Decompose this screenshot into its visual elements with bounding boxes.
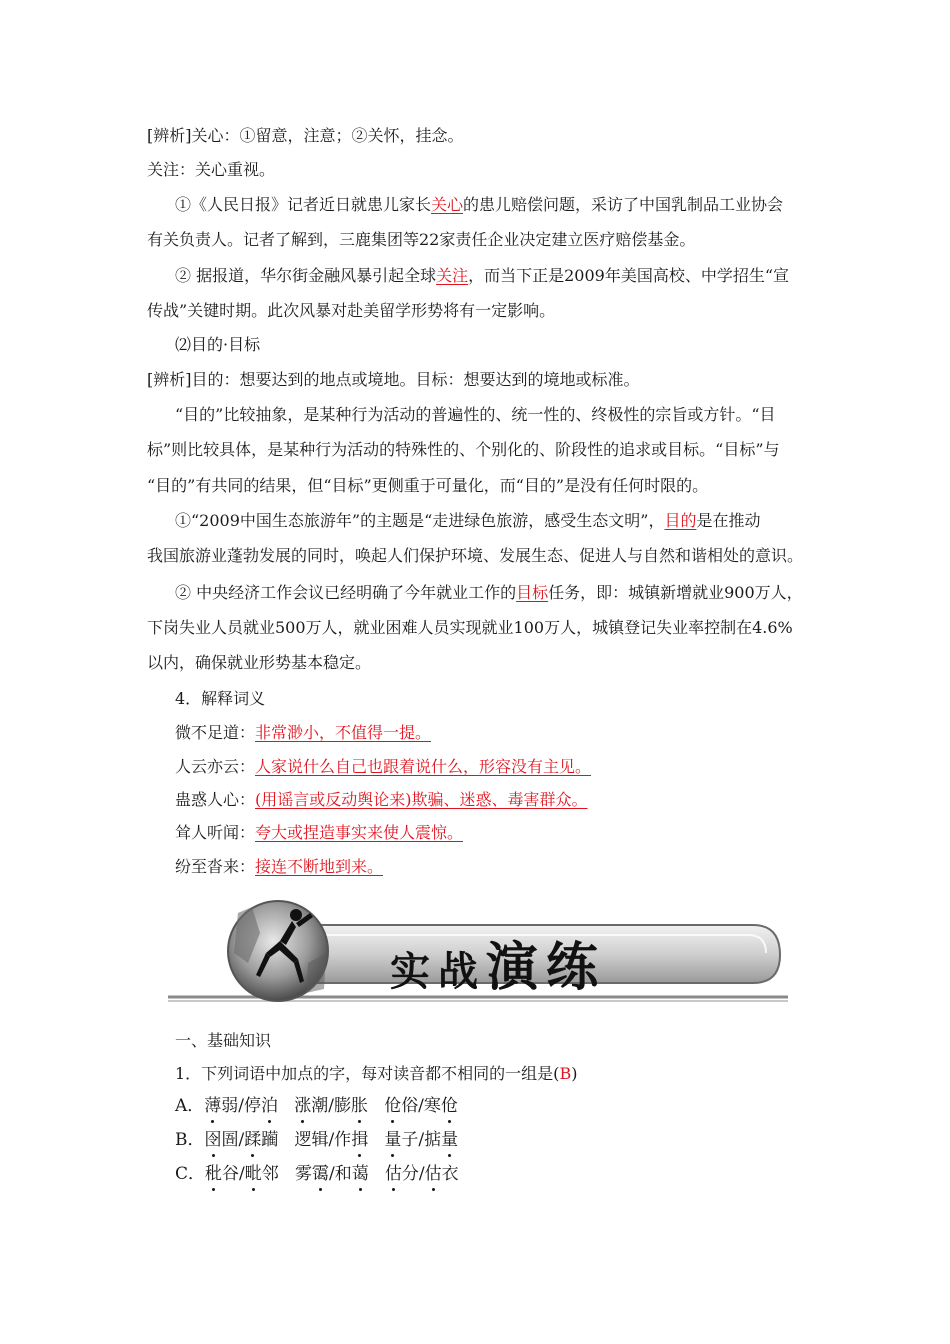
- banner-title: 实战演练: [390, 937, 607, 998]
- answer-word: 目的: [664, 511, 697, 530]
- analysis-guanzhu: 关注：关心重视。: [147, 160, 276, 179]
- answer-word: 关注: [436, 266, 469, 285]
- question-1-answer: B: [559, 1064, 572, 1083]
- answer-word: 目标: [516, 583, 549, 602]
- exercise-heading: 一、基础知识: [175, 1031, 272, 1050]
- definition-answer: 夸大或捏造事实来使人震惊。: [255, 823, 464, 842]
- example-1-line-2: 有关负责人。记者了解到，三鹿集团等22家责任企业决定建立医疗赔偿基金。: [147, 230, 696, 249]
- answer-word: 关心: [431, 195, 464, 214]
- definition-answer: 接连不断地到来。: [255, 857, 384, 876]
- example-4-line-3: 以内，确保就业形势基本稳定。: [147, 653, 372, 672]
- definition-row: 蛊惑人心：(用谣言或反动舆论来)欺骗、迷惑、毒害群众。: [175, 790, 588, 809]
- explanation-line-1: “目的”比较抽象，是某种行为活动的普遍性的、统一性的、终极性的宗旨或方针。“目: [175, 405, 776, 424]
- explanation-line-3: “目的”有共同的结果，但“目标”更侧重于可量化，而“目的”是没有任何时限的。: [147, 476, 709, 495]
- section-4-title: 4．解释词义: [175, 689, 266, 708]
- question-1: 1．下列词语中加点的字，每对读音都不相同的一组是(B): [175, 1064, 578, 1083]
- option-c: C．秕谷/毗邻 雾霭/和蔼 估分/估衣: [175, 1164, 459, 1184]
- definition-row: 耸人听闻：夸大或捏造事实来使人震惊。: [175, 823, 464, 842]
- analysis-mudi: [辨析]目的：想要达到的地点或境地。目标：想要达到的境地或标准。: [147, 370, 640, 389]
- explanation-line-2: 标”则比较具体，是某种行为活动的特殊性的、个别化的、阶段性的追求或目标。“目标”与: [147, 440, 780, 459]
- example-4-line-1: ② 中央经济工作会议已经明确了今年就业工作的目标任务，即：城镇新增就业900万人，: [175, 583, 803, 602]
- definition-answer: (用谣言或反动舆论来)欺骗、迷惑、毒害群众。: [255, 790, 588, 809]
- subheading-mudi-mubiao: ⑵目的·目标: [175, 335, 261, 354]
- example-2-line-1: ② 据报道，华尔街金融风暴引起全球关注，而当下正是2009年美国高校、中学招生“宣: [175, 266, 790, 285]
- definition-answer: 非常渺小，不值得一提。: [255, 723, 432, 742]
- example-3-line-2: 我国旅游业蓬勃发展的同时，唤起人们保护环境、发展生态、促进人与自然和谐相处的意识。: [147, 546, 804, 565]
- option-b: B．囹圄/蹂躏 逻辑/作揖 量子/掂量: [175, 1130, 459, 1150]
- example-1-line-1: ①《人民日报》记者近日就患儿家长关心的患儿赔偿问题，采访了中国乳制品工业协会: [175, 195, 784, 214]
- example-4-line-2: 下岗失业人员就业500万人，就业困难人员实现就业100万人，城镇登记失业率控制在4.6%: [147, 618, 793, 637]
- example-3-line-1: ①“2009中国生态旅游年”的主题是“走进绿色旅游，感受生态文明”，目的是在推动: [175, 511, 761, 530]
- definition-answer: 人家说什么自己也跟着说什么，形容没有主见。: [255, 757, 592, 776]
- example-2-line-2: 传战”关键时期。此次风暴对赴美留学形势将有一定影响。: [147, 301, 556, 320]
- definition-row: 微不足道：非常渺小，不值得一提。: [175, 723, 432, 742]
- definition-row: 纷至沓来：接连不断地到来。: [175, 857, 384, 876]
- option-a: A．薄弱/停泊 涨潮/膨胀 伧俗/寒伧: [175, 1096, 458, 1116]
- analysis-guanxin: [辨析]关心：①留意，注意；②关怀，挂念。: [147, 126, 464, 145]
- definition-row: 人云亦云：人家说什么自己也跟着说什么，形容没有主见。: [175, 757, 592, 776]
